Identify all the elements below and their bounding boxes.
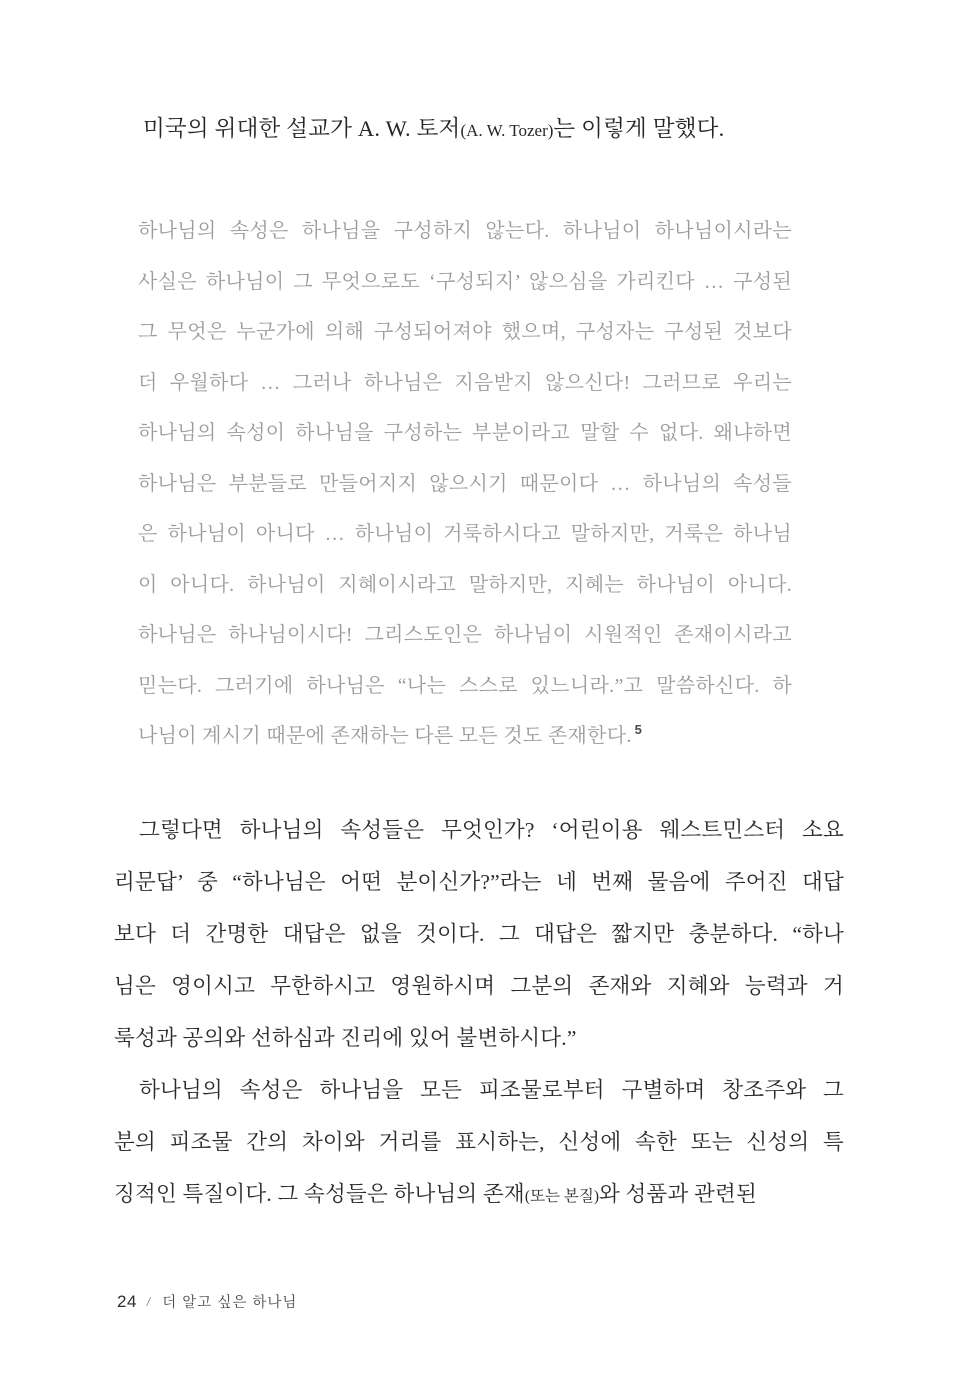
quote-lines xyxy=(138,206,792,711)
page-footer xyxy=(117,1291,297,1312)
text-line: 하나님의 속성이 하나님을 구성하는 부분이라고 말할 수 없다. 왜냐하면 xyxy=(138,422,792,444)
footnote-marker: 5 xyxy=(634,722,643,737)
paragraph-2-last-line xyxy=(114,1168,844,1223)
paragraph-2-last-text: 징적인 특질이다. 그 속성들은 하나님의 존재 xyxy=(114,1182,525,1206)
paragraph-2-last-text-after: 와 성품과 관련된 xyxy=(599,1182,757,1206)
paragraph-2-paren-small: (또는 본질) xyxy=(524,1188,599,1205)
quote-last-text: 나님이 계시기 때문에 존재하는 다른 모든 것도 존재한다. xyxy=(138,725,632,747)
paragraph-2-lines xyxy=(114,1064,844,1168)
text-line: 하나님은 하나님이시다! 그리스도인은 하나님이 시원적인 존재이시라고 xyxy=(138,624,792,646)
text-line: 사실은 하나님이 그 무엇으로도 ‘구성되지’ 않으심을 가리킨다 … 구성된 xyxy=(138,270,792,293)
body-text xyxy=(114,804,844,1223)
text-line: 더 우월하다 … 그러나 하나님은 지음받지 않으신다! 그러므로 우리는 xyxy=(138,371,792,394)
text-line: 보다 더 간명한 대답은 없을 것이다. 그 대답은 짧지만 충분하다. “하나 xyxy=(114,922,844,946)
block-quote xyxy=(138,206,792,762)
text-line: 믿는다. 그러기에 하나님은 “나는 스스로 있느니라.”고 말씀하신다. 하 xyxy=(138,674,792,697)
paragraph-1-lines xyxy=(114,804,844,1012)
footer-separator: / xyxy=(146,1294,151,1309)
intro-sentence xyxy=(115,112,845,148)
text-line: 그렇다면 하나님의 속성들은 무엇인가? ‘어린이용 웨스트민스터 소요 xyxy=(139,818,844,842)
intro-paren-small: (A. W. Tozer) xyxy=(460,121,554,140)
text-line: 하나님의 속성은 하나님을 구성하지 않는다. 하나님이 하나님이시라는 xyxy=(138,220,792,242)
text-line: 그 무엇은 누군가에 의해 구성되어져야 했으며, 구성자는 구성된 것보다 xyxy=(138,321,792,343)
book-title: 더 알고 싶은 하나님 xyxy=(162,1295,298,1311)
paragraph-2 xyxy=(114,1064,844,1223)
text-line: 리문답’ 중 “하나님은 어떤 분이신가?”라는 네 번째 물음에 주어진 대답 xyxy=(114,870,844,894)
text-line: 분의 피조물 간의 차이와 거리를 표시하는, 신성에 속한 또는 신성의 특 xyxy=(114,1130,844,1154)
intro-text-before: 미국의 위대한 설교가 A. W. 토저 xyxy=(143,116,461,141)
text-line: 하나님의 속성은 하나님을 모든 피조물로부터 구별하며 창조주와 그 xyxy=(139,1078,844,1102)
page-number: 24 xyxy=(117,1291,137,1311)
quote-last-line xyxy=(138,711,792,762)
paragraph-1 xyxy=(114,804,844,1064)
intro-text-after: 는 이렇게 말했다. xyxy=(553,116,725,141)
paragraph-1-last-line: 룩성과 공의와 선하심과 진리에 있어 불변하시다.” xyxy=(114,1026,577,1050)
text-line: 님은 영이시고 무한하시고 영원하시며 그분의 존재와 지혜와 능력과 거 xyxy=(114,974,844,998)
text-line: 이 아니다. 하나님이 지혜이시라고 말하지만, 지혜는 하나님이 아니다. xyxy=(138,573,792,596)
text-line: 하나님은 부분들로 만들어지지 않으시기 때문이다 … 하나님의 속성들 xyxy=(138,472,792,495)
text-line: 은 하나님이 아니다 … 하나님이 거룩하시다고 말하지만, 거룩은 하나님 xyxy=(138,523,792,545)
